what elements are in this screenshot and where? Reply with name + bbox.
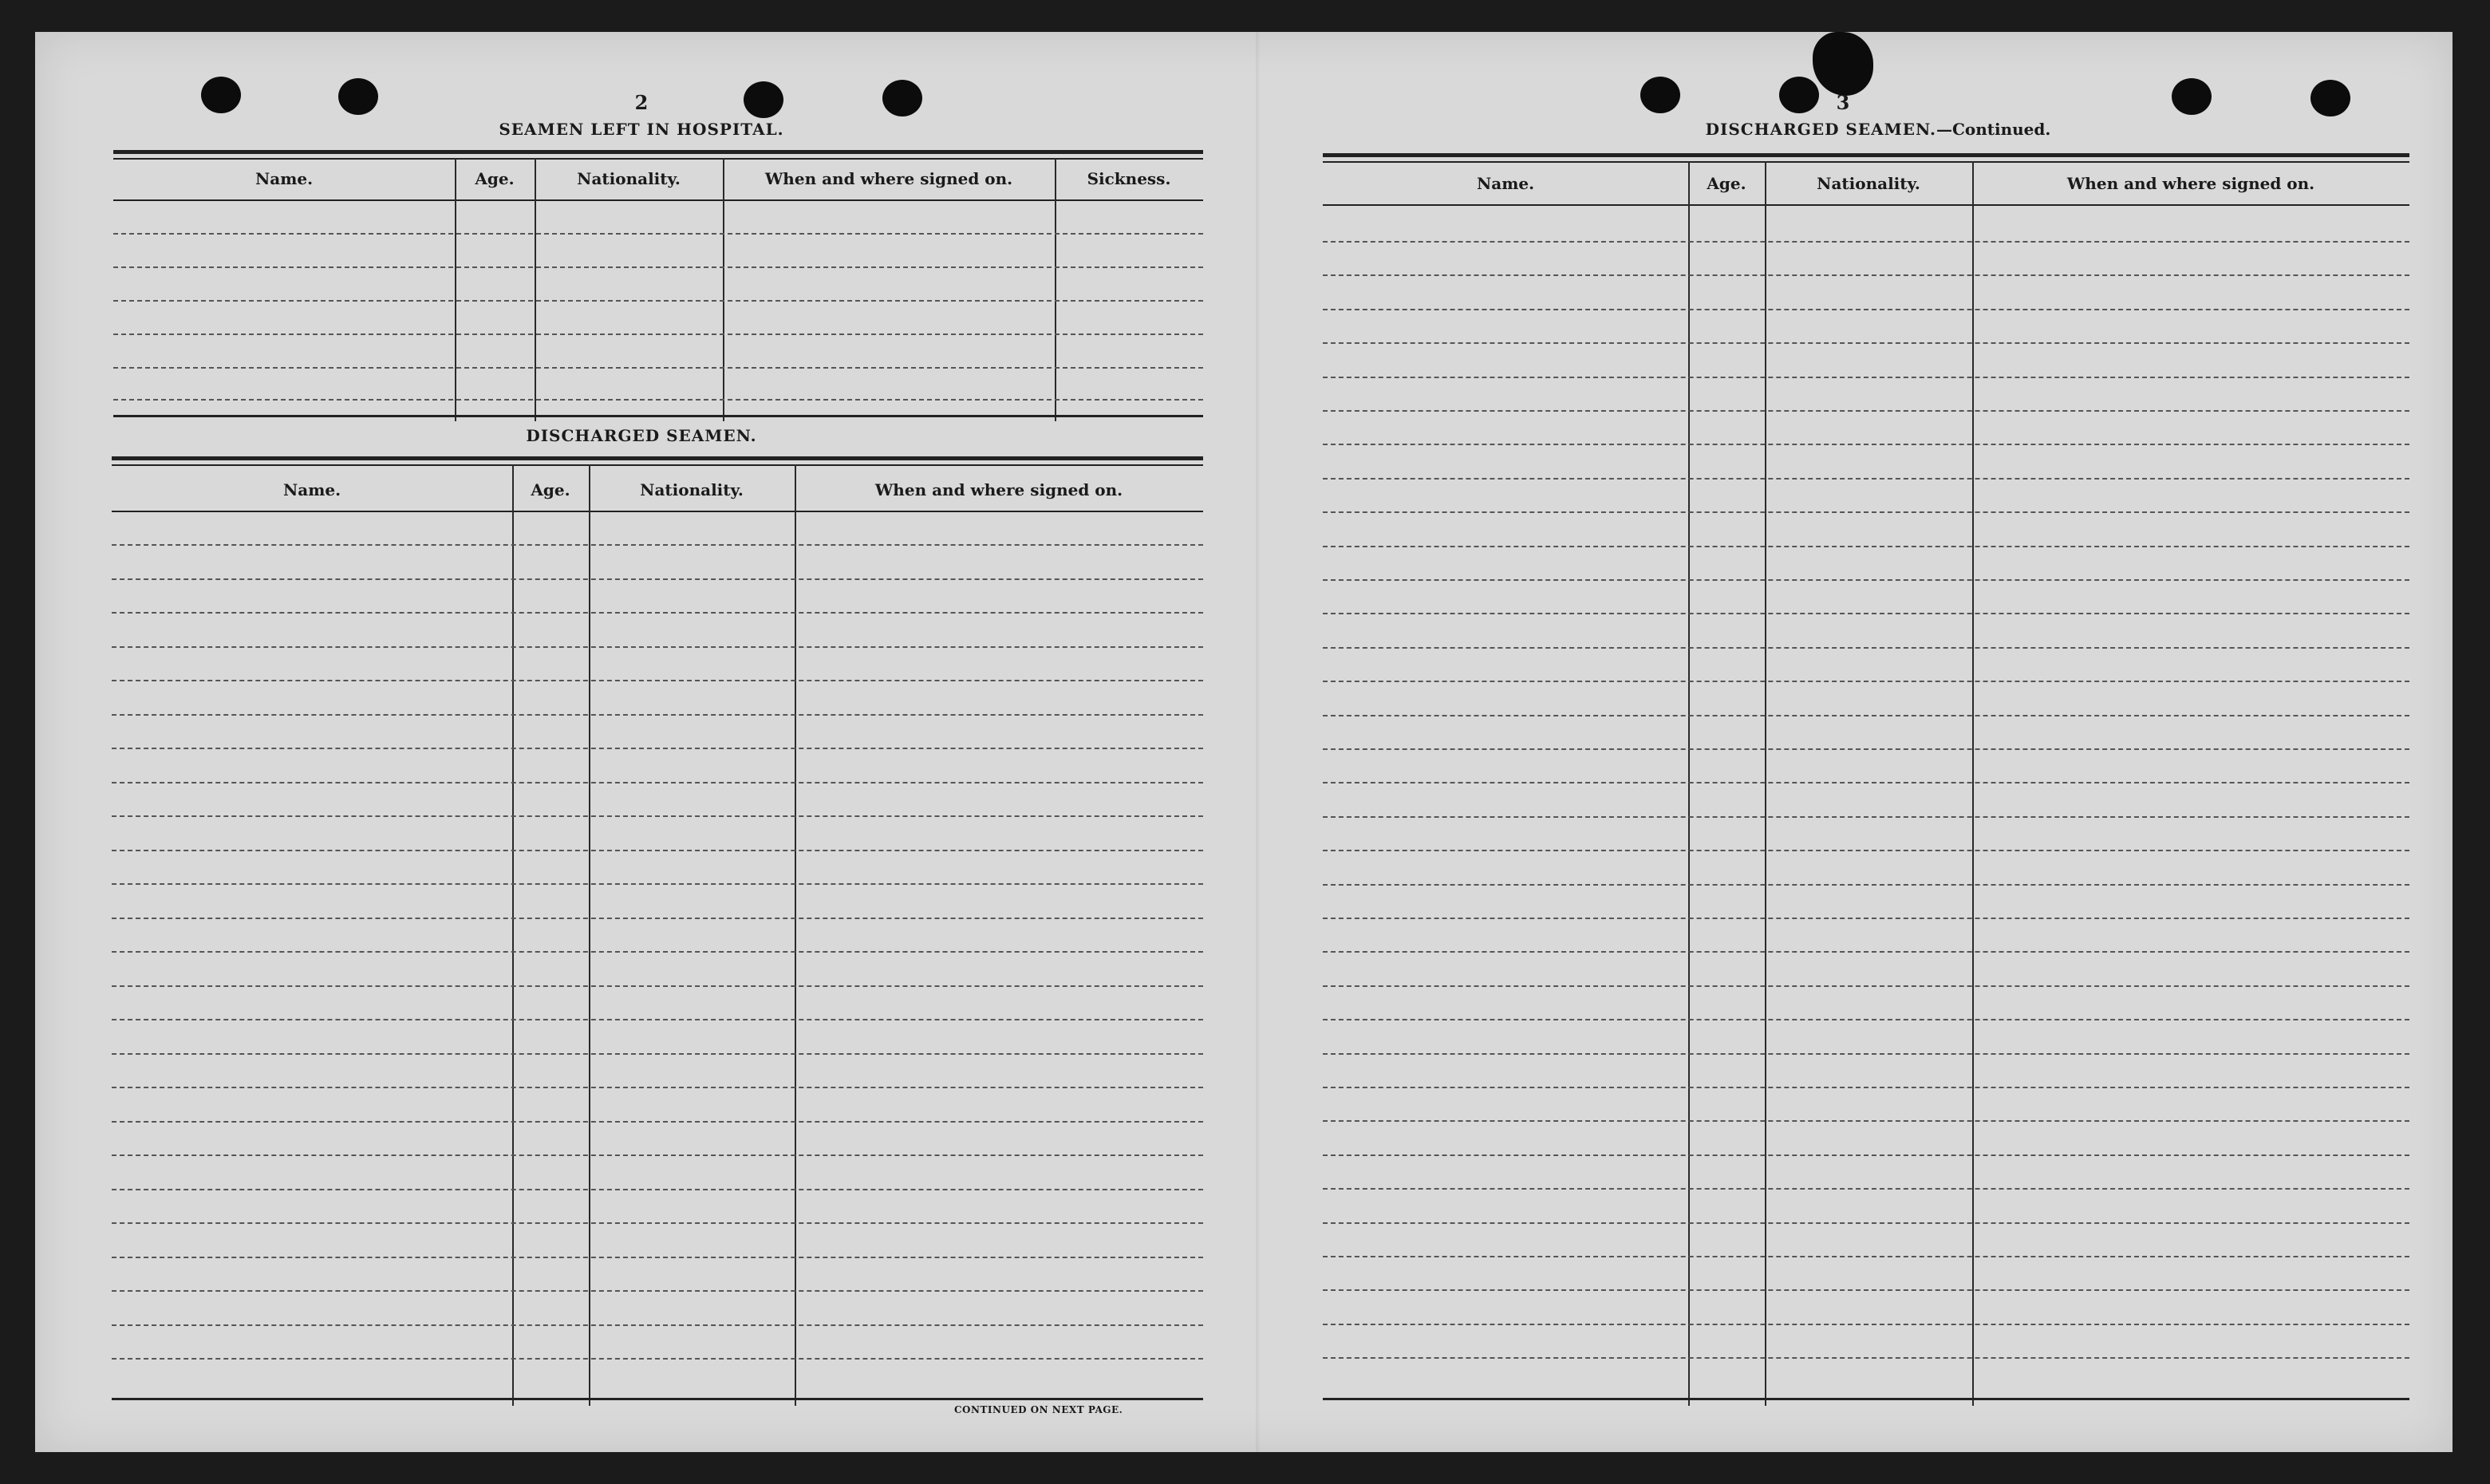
entry-line — [1323, 850, 2409, 851]
entry-line — [112, 1257, 1203, 1258]
entry-line — [1323, 342, 2409, 344]
punch-hole — [744, 81, 783, 118]
entry-line — [1323, 782, 2409, 783]
entry-line — [1323, 546, 2409, 547]
form-sheet — [35, 32, 2453, 1452]
entry-line — [112, 748, 1203, 749]
right-page-number: 3 — [1836, 91, 1850, 114]
entry-line — [1323, 444, 2409, 445]
hospital-header-age: Age. — [475, 169, 515, 188]
entry-line — [1323, 1289, 2409, 1291]
entry-line — [1323, 748, 2409, 750]
punch-hole — [882, 80, 922, 116]
entry-line — [1323, 309, 2409, 310]
discharged-header-age: Age. — [531, 480, 570, 499]
punch-hole — [2310, 80, 2350, 116]
entry-line — [1323, 511, 2409, 513]
entry-line — [112, 782, 1203, 783]
entry-line — [112, 646, 1203, 648]
entry-line — [112, 578, 1203, 580]
discharged-continued-title-main: DISCHARGED SEAMEN. — [1705, 120, 1936, 139]
entry-line — [1323, 951, 2409, 953]
punch-hole — [201, 77, 241, 113]
entry-line — [1323, 1357, 2409, 1359]
entry-line — [112, 985, 1203, 987]
entry-line — [1323, 1222, 2409, 1224]
continued-header-name: Name. — [1476, 174, 1535, 193]
discharged-table-left — [112, 456, 1203, 1406]
entry-line — [113, 334, 1203, 335]
hospital-table — [113, 150, 1203, 416]
entry-line — [1323, 1324, 2409, 1325]
page-fold — [1256, 32, 1261, 1452]
entry-line — [1323, 1053, 2409, 1055]
entry-line — [113, 367, 1203, 369]
discharged-section-title: DISCHARGED SEAMEN. — [526, 426, 757, 445]
entry-line — [1323, 241, 2409, 243]
entry-line — [1323, 681, 2409, 682]
entry-line — [1323, 1188, 2409, 1190]
discharged-header-nationality: Nationality. — [640, 480, 744, 499]
entry-line — [1323, 613, 2409, 614]
entry-line — [1323, 1154, 2409, 1156]
entry-line — [1323, 1256, 2409, 1257]
continued-footer: CONTINUED ON NEXT PAGE. — [954, 1404, 1123, 1415]
entry-line — [1323, 647, 2409, 649]
entry-line — [112, 1154, 1203, 1156]
entry-line — [1323, 1087, 2409, 1088]
discharged-table-right — [1323, 153, 2409, 1406]
entry-line — [112, 1358, 1203, 1360]
punch-hole — [1640, 77, 1680, 113]
left-page-number: 2 — [634, 91, 649, 114]
entry-line — [112, 1324, 1203, 1326]
hospital-header-sickness: Sickness. — [1087, 169, 1171, 188]
entry-line — [112, 883, 1203, 885]
entry-line — [1323, 918, 2409, 919]
entry-line — [1323, 579, 2409, 581]
entry-line — [112, 1290, 1203, 1292]
hospital-section-title: SEAMEN LEFT IN HOSPITAL. — [499, 120, 784, 139]
torn-edge-mark — [1813, 32, 1873, 96]
entry-line — [1323, 274, 2409, 276]
entry-line — [1323, 377, 2409, 378]
entry-line — [1323, 410, 2409, 412]
entry-line — [112, 1189, 1203, 1190]
entry-line — [1323, 985, 2409, 987]
entry-line — [113, 300, 1203, 302]
entry-line — [112, 714, 1203, 716]
entry-line — [112, 918, 1203, 919]
entry-line — [113, 266, 1203, 268]
punch-hole — [338, 78, 378, 115]
hospital-header-nationality: Nationality. — [577, 169, 681, 188]
punch-hole — [1779, 77, 1819, 113]
entry-line — [112, 815, 1203, 817]
entry-line — [112, 1053, 1203, 1055]
entry-line — [113, 233, 1203, 235]
entry-line — [112, 1087, 1203, 1088]
entry-line — [1323, 884, 2409, 886]
entry-line — [1323, 816, 2409, 818]
entry-line — [112, 1019, 1203, 1020]
entry-line — [112, 1222, 1203, 1224]
entry-line — [112, 544, 1203, 546]
entry-line — [1323, 715, 2409, 716]
discharged-header-signed-on: When and where signed on. — [874, 480, 1123, 499]
continued-header-signed-on: When and where signed on. — [2066, 174, 2315, 193]
punch-hole — [2172, 78, 2212, 115]
entry-line — [1323, 478, 2409, 480]
entry-line — [112, 850, 1203, 851]
entry-line — [113, 399, 1203, 401]
entry-line — [1323, 1019, 2409, 1020]
entry-line — [112, 680, 1203, 681]
entry-line — [112, 951, 1203, 953]
continued-header-age: Age. — [1707, 174, 1746, 193]
entry-line — [112, 612, 1203, 614]
continued-header-nationality: Nationality. — [1817, 174, 1920, 193]
discharged-continued-title — [1599, 120, 2157, 139]
discharged-header-name: Name. — [282, 480, 341, 499]
entry-line — [1323, 1120, 2409, 1122]
discharged-continued-title-suffix: —Continued. — [1936, 120, 2051, 139]
hospital-header-signed-on: When and where signed on. — [764, 169, 1013, 188]
entry-line — [112, 1121, 1203, 1123]
hospital-header-name: Name. — [255, 169, 314, 188]
